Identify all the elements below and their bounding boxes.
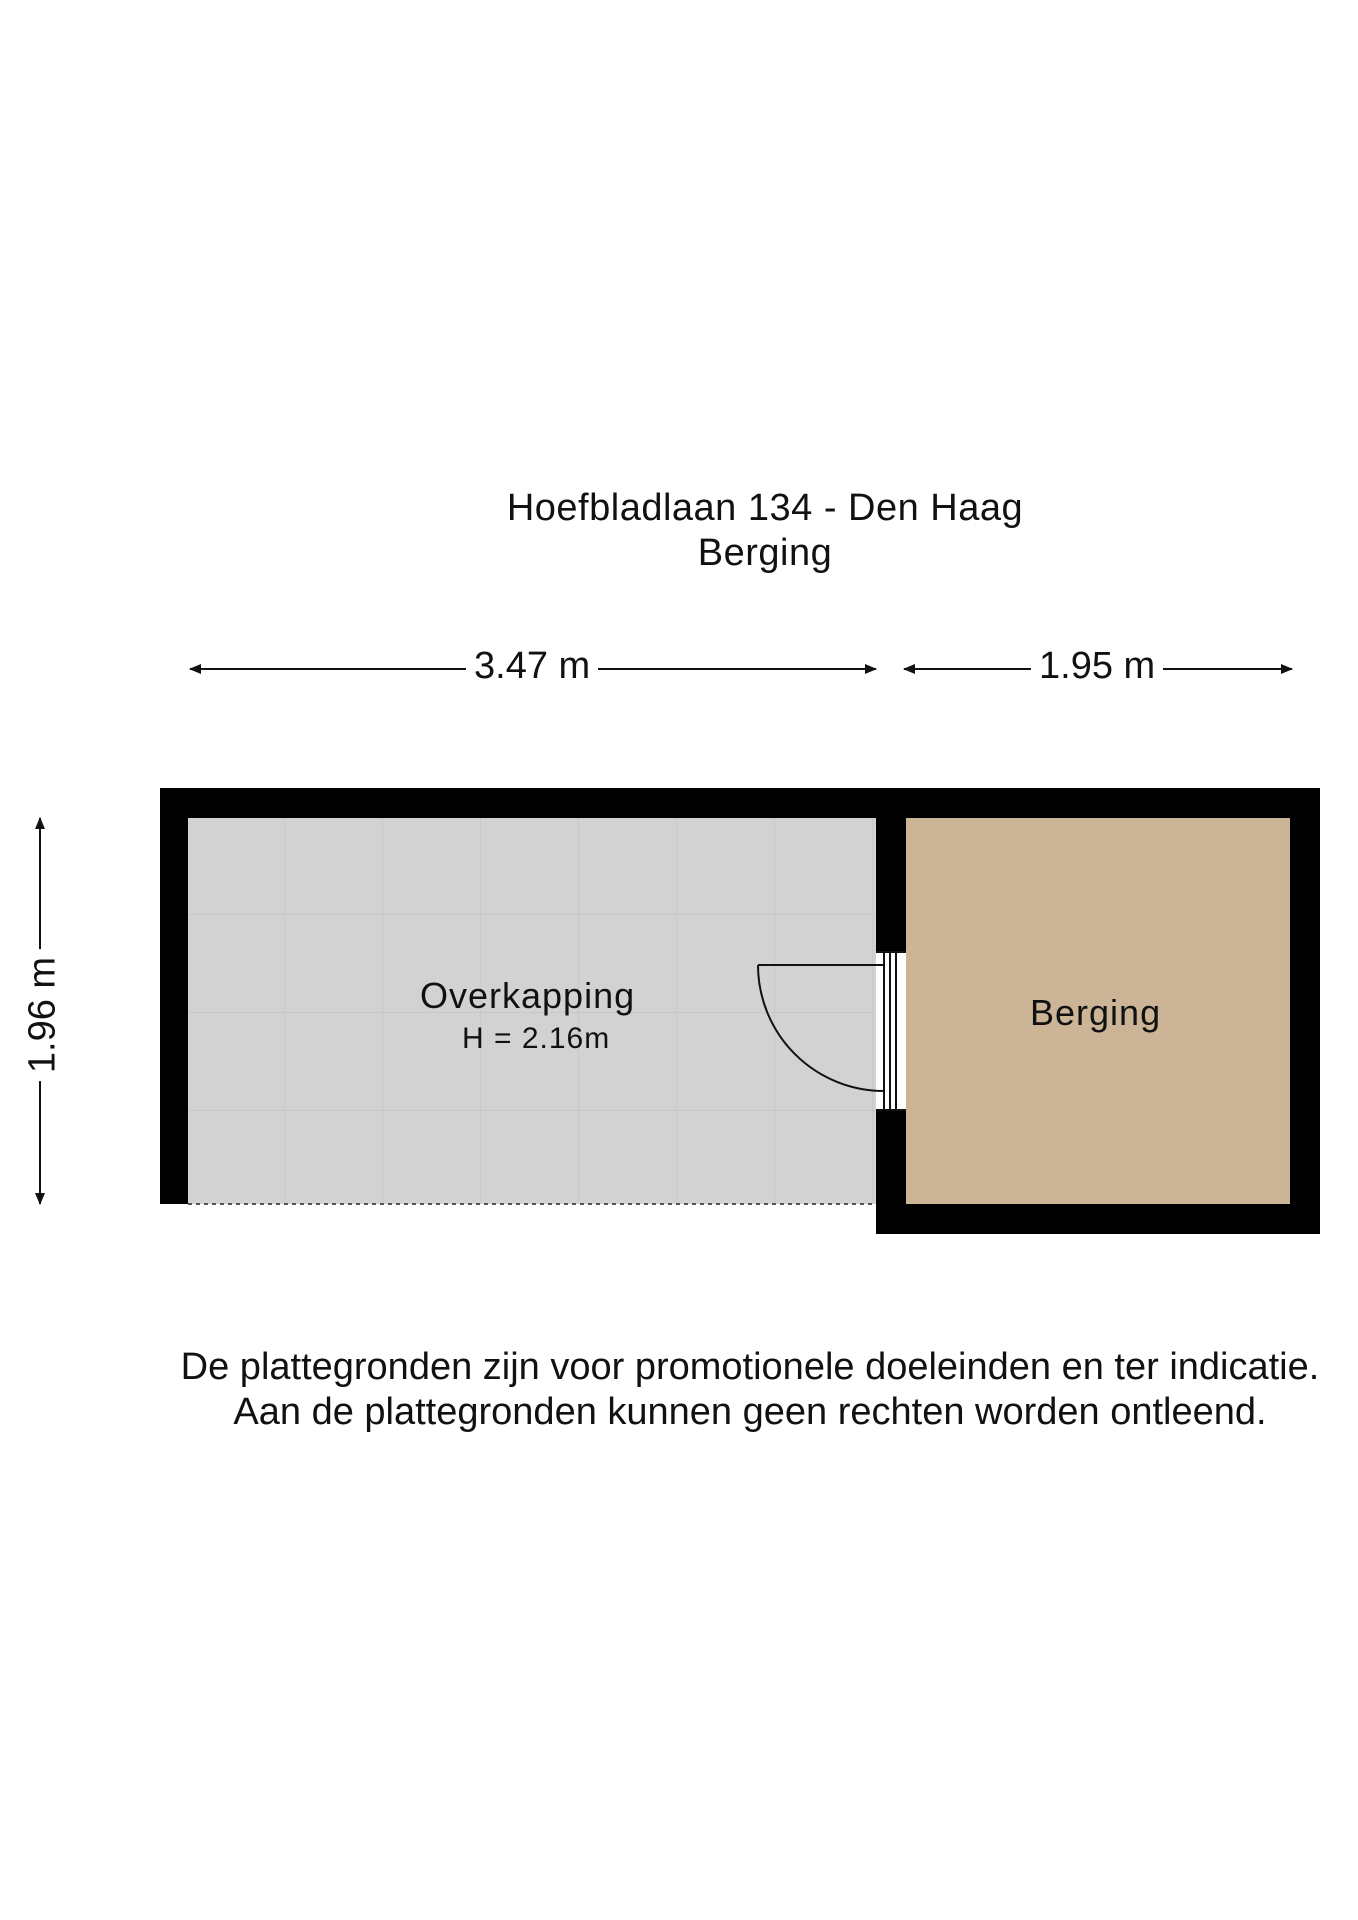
room-height-overkapping: H = 2.16m <box>462 1022 611 1055</box>
disclaimer-line-2: Aan de plattegronden kunnen geen rechten worden ontleend. <box>233 1391 1267 1433</box>
dimension-label-width-left: 3.47 m <box>466 645 598 688</box>
plan-subtitle: Berging <box>697 532 833 574</box>
room-label-berging: Berging <box>1030 992 1162 1033</box>
door-frame <box>876 952 906 1110</box>
dimension-label-height: 1.96 m <box>22 949 65 1081</box>
disclaimer-line-1: De plattegronden zijn voor promotionele doeleinden en ter indicatie. <box>180 1346 1320 1388</box>
dimension-label-width-right: 1.95 m <box>1031 645 1163 688</box>
plan-title: Hoefbladlaan 134 - Den Haag <box>506 487 1024 529</box>
room-label-overkapping: Overkapping <box>420 975 636 1016</box>
